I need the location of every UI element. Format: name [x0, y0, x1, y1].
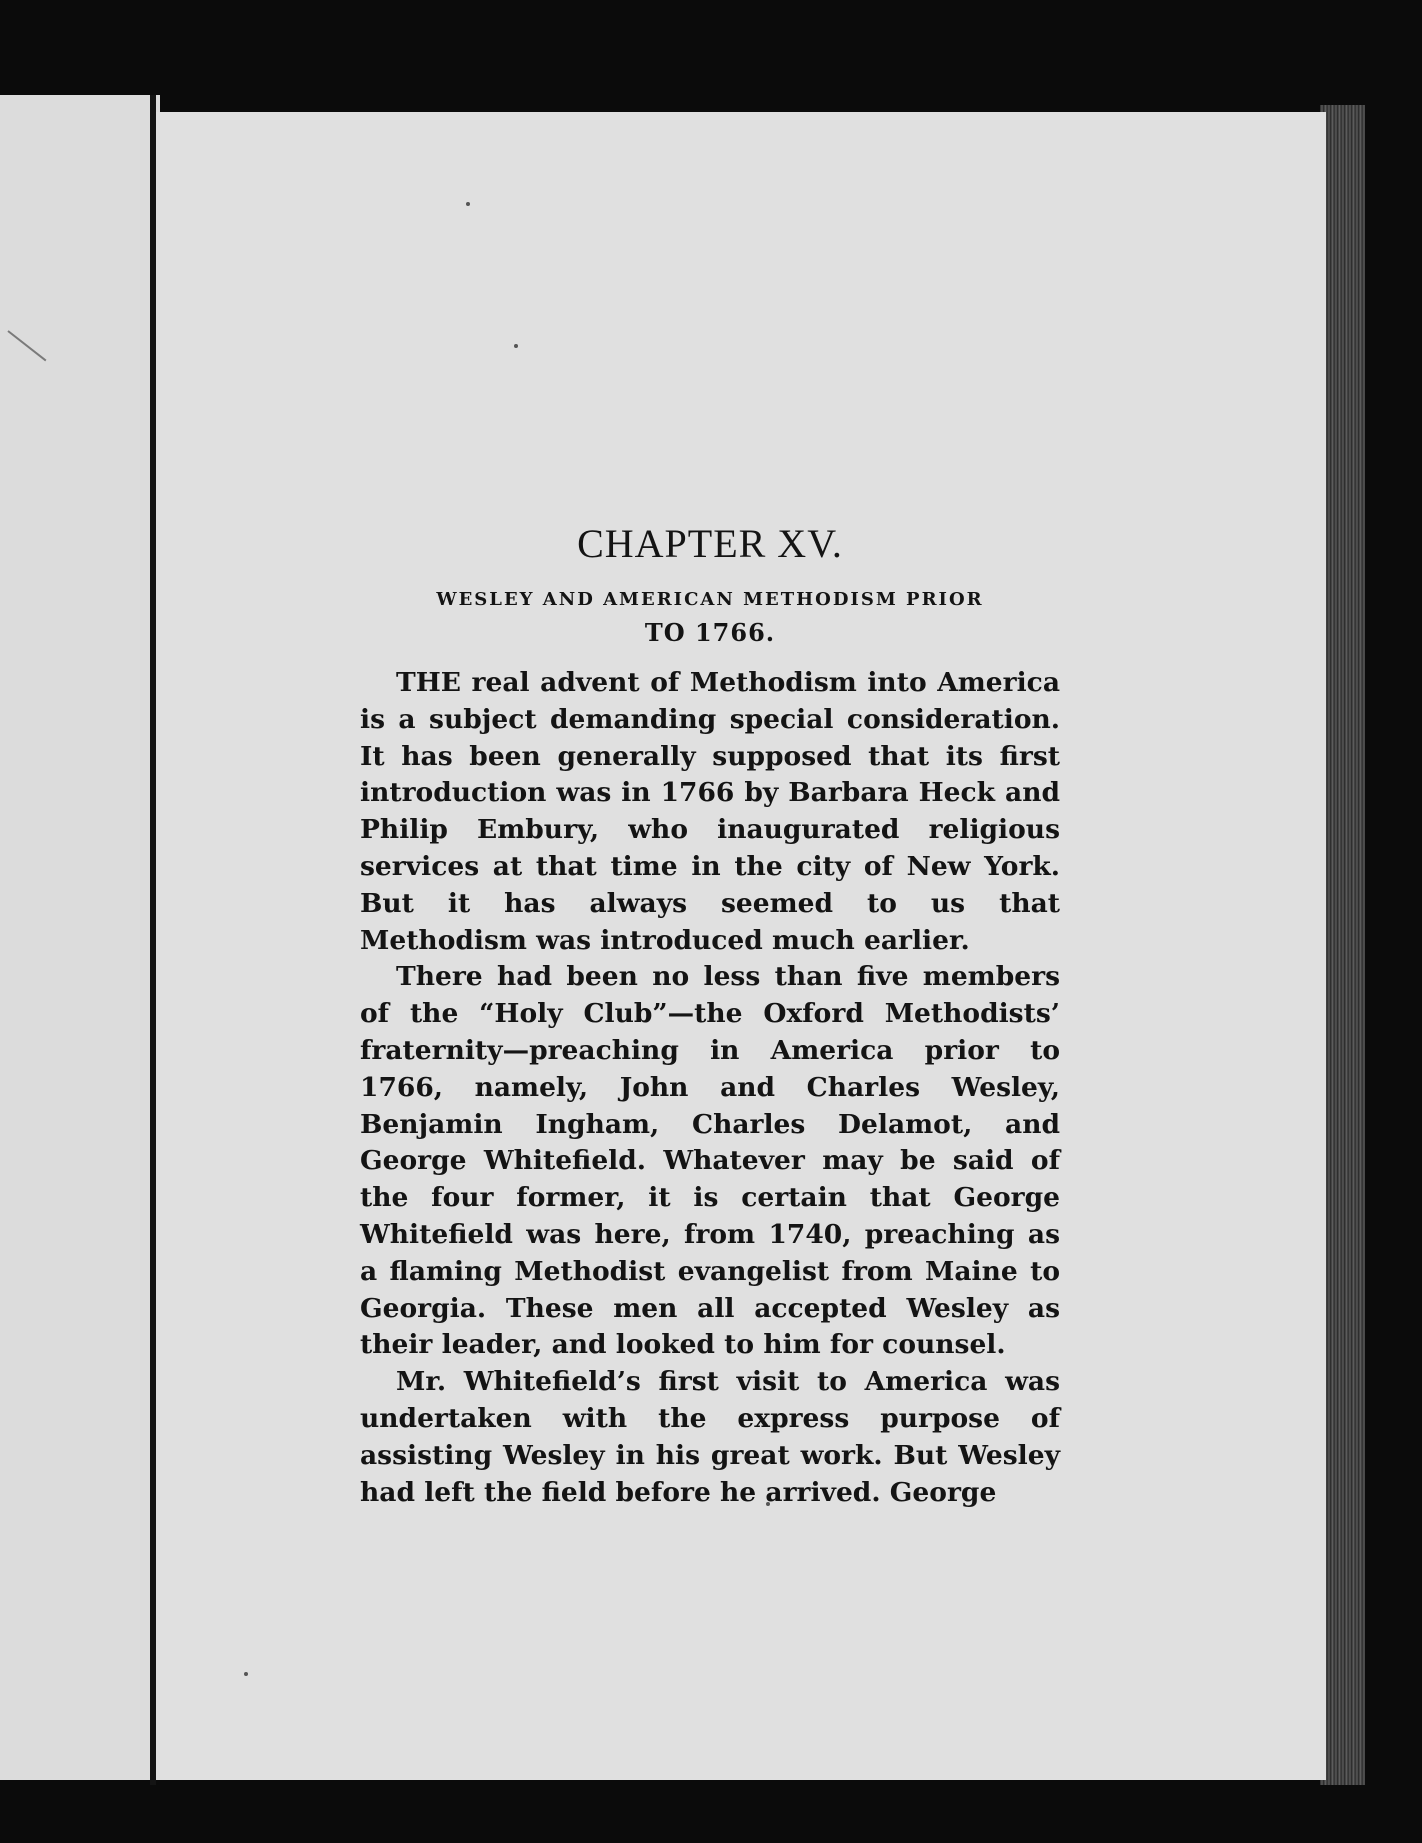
chapter-subtitle-line1: WESLEY AND AMERICAN METHODISM PRIOR: [436, 589, 984, 610]
chapter-title: CHAPTER XV.: [577, 521, 843, 566]
speck: [244, 1672, 248, 1676]
paragraph-1-text: real advent of Methodism into America is a subject demanding special consideration. It has been generally supposed that its first introduction was in 1766 by Barbara Heck and Philip Embury, who inaugurated religious services at that time in the city of New York. But it has always seemed to us that Methodism was introduced much earlier.: [360, 667, 1060, 956]
speck: [514, 344, 518, 348]
chapter-subtitle-line2: TO 1766.: [644, 618, 776, 647]
page-text: [360, 520, 1060, 1511]
paragraph-lead-word: THE: [396, 667, 461, 698]
paragraph-2: There had been no less than five members of the “Holy Club”—the Oxford Methodists’ fraternity—preaching in America prior to 1766, namely, John and Charles Wesley, Benjamin Ingham, Charles Delamot, and George Whitefield. Whatever may be said of the four former, it is certain that George Whitefield was here, from 1740, preaching as a flaming Methodist evangelist from Maine to Georgia. These men all accepted Wesley as their leader, and looked to him for counsel.: [360, 961, 1060, 1361]
paragraph-1: [360, 665, 1060, 959]
stray-mark: [7, 330, 46, 361]
book-page-edge: [1320, 105, 1365, 1785]
left-facing-page: [0, 95, 160, 1780]
speck: [466, 202, 470, 206]
paragraph-3: Mr. Whitefield’s first visit to America was undertaken with the express purpose of assisting Wesley in his great work. But Wesley had left the field before he arrived. George: [360, 1366, 1060, 1508]
